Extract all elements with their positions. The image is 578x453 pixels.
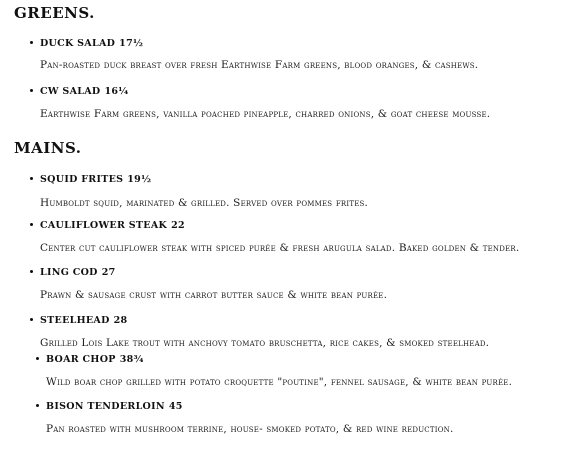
menu-item-price: 16¼ (104, 86, 129, 97)
menu-item-name: STEELHEAD (40, 315, 110, 326)
menu-item-name: DUCK SALAD (40, 38, 116, 49)
menu-item-name: CW SALAD (40, 86, 101, 97)
menu-item-header (30, 315, 127, 326)
bullet-icon (30, 177, 33, 180)
menu-item-header (30, 38, 143, 49)
section-title-greens: GREENS. (14, 4, 95, 22)
menu-item-name: CAULIFLOWER STEAK (40, 220, 168, 231)
menu-item-name: BISON TENDERLOIN (46, 401, 165, 412)
menu-item-price: 17½ (119, 38, 144, 49)
section-title-mains: MAINS. (14, 139, 82, 157)
bullet-icon (30, 270, 33, 273)
menu-item-header (30, 267, 116, 278)
menu-item-price: 28 (113, 315, 128, 326)
menu-item-name: LING COD (40, 267, 98, 278)
menu-item-header (36, 401, 183, 412)
bullet-icon (36, 404, 39, 407)
bullet-icon (30, 41, 33, 44)
bullet-icon (30, 318, 33, 321)
menu-item-description: Grilled Lois Lake trout with anchovy tomato bruschetta, rice cakes, & smoked steelhead. (40, 337, 490, 349)
menu-item-header (30, 174, 151, 185)
menu-item-price: 19½ (127, 174, 152, 185)
menu-item-price: 45 (168, 401, 183, 412)
menu-item-description: Center cut cauliflower steak with spiced purée & fresh arugula salad. Baked golden & tender. (40, 242, 520, 254)
bullet-icon (36, 357, 39, 360)
menu-item-price: 22 (171, 220, 185, 231)
menu-item-price: 27 (101, 267, 116, 278)
menu-item-header (30, 220, 185, 231)
menu-item-header (36, 354, 144, 365)
bullet-icon (30, 223, 33, 226)
menu-item-name: BOAR CHOP (46, 354, 116, 365)
menu-item-description: Humboldt squid, marinated & grilled. Served over pommes frites. (40, 197, 369, 209)
menu-item-description: Pan-roasted duck breast over fresh Earthwise Farm greens, blood oranges, & cashews. (40, 59, 479, 71)
bullet-icon (30, 89, 33, 92)
menu-item-description: Earthwise Farm greens, vanilla poached pineapple, charred onions, & goat cheese mousse. (40, 108, 491, 120)
menu-item-price: 38¾ (119, 354, 144, 365)
menu-item-description: Wild boar chop grilled with potato croquette "poutine", fennel sausage, & white bean purée. (46, 376, 513, 388)
menu-item-header (30, 86, 129, 97)
menu-item-name: SQUID FRITES (40, 174, 124, 185)
menu-item-description: Prawn & sausage crust with carrot butter sauce & white bean purée. (40, 289, 388, 301)
menu-item-description: Pan roasted with mushroom terrine, house- smoked potato, & red wine reduction. (46, 423, 454, 435)
